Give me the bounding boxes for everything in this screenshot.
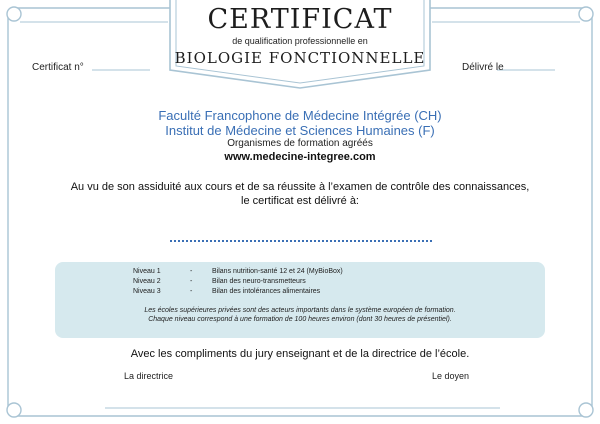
level-name: Niveau 2 xyxy=(133,278,161,285)
certificate-number-label: Certificat n° xyxy=(32,62,84,73)
level-separator: - xyxy=(190,278,193,285)
certificate-title: CERTIFICAT xyxy=(207,4,393,35)
recipient-name-line xyxy=(170,240,432,242)
website-link[interactable]: www.medecine-integree.com xyxy=(224,151,376,163)
level-description: Bilan des neuro-transmetteurs xyxy=(212,278,306,285)
level-separator: - xyxy=(190,268,193,275)
signature-dean-label: Le doyen xyxy=(432,371,470,381)
level-description: Bilans nutrition-santé 12 et 24 (MyBioBox) xyxy=(212,268,343,275)
level-separator: - xyxy=(190,288,193,295)
certificate-subject: BIOLOGIE FONCTIONNELLE xyxy=(174,49,426,67)
organization-line-1: Faculté Francophone de Médecine Intégrée (CH) xyxy=(158,108,442,123)
level-name: Niveau 1 xyxy=(133,268,161,275)
signature-director-label: La directrice xyxy=(124,371,174,381)
certificate-subtitle: de qualification professionnelle en xyxy=(232,36,368,46)
intro-line-1: Au vu de son assiduité aux cours et de sa réussite à l’examen de contrôle des connaissances, xyxy=(70,181,530,193)
compliments-text: Avec les compliments du jury enseignant et de la directrice de l’école. xyxy=(130,348,470,360)
level-name: Niveau 3 xyxy=(133,288,161,295)
levels-note-1: Les écoles supérieures privées sont des acteurs importants dans le système européen de formation. xyxy=(144,307,456,314)
level-description: Bilan des intolérances alimentaires xyxy=(212,288,321,295)
issued-date-label: Délivré le xyxy=(462,62,504,73)
levels-note-2: Chaque niveau correspond à une formation de 100 heures environ (dont 30 heures de présentiel). xyxy=(148,316,452,323)
organization-line-2: Institut de Médecine et Sciences Humaines (F) xyxy=(165,123,435,138)
organization-caption: Organismes de formation agréés xyxy=(227,138,373,149)
intro-line-2: le certificat est délivré à: xyxy=(241,195,359,207)
levels-panel xyxy=(55,262,545,338)
